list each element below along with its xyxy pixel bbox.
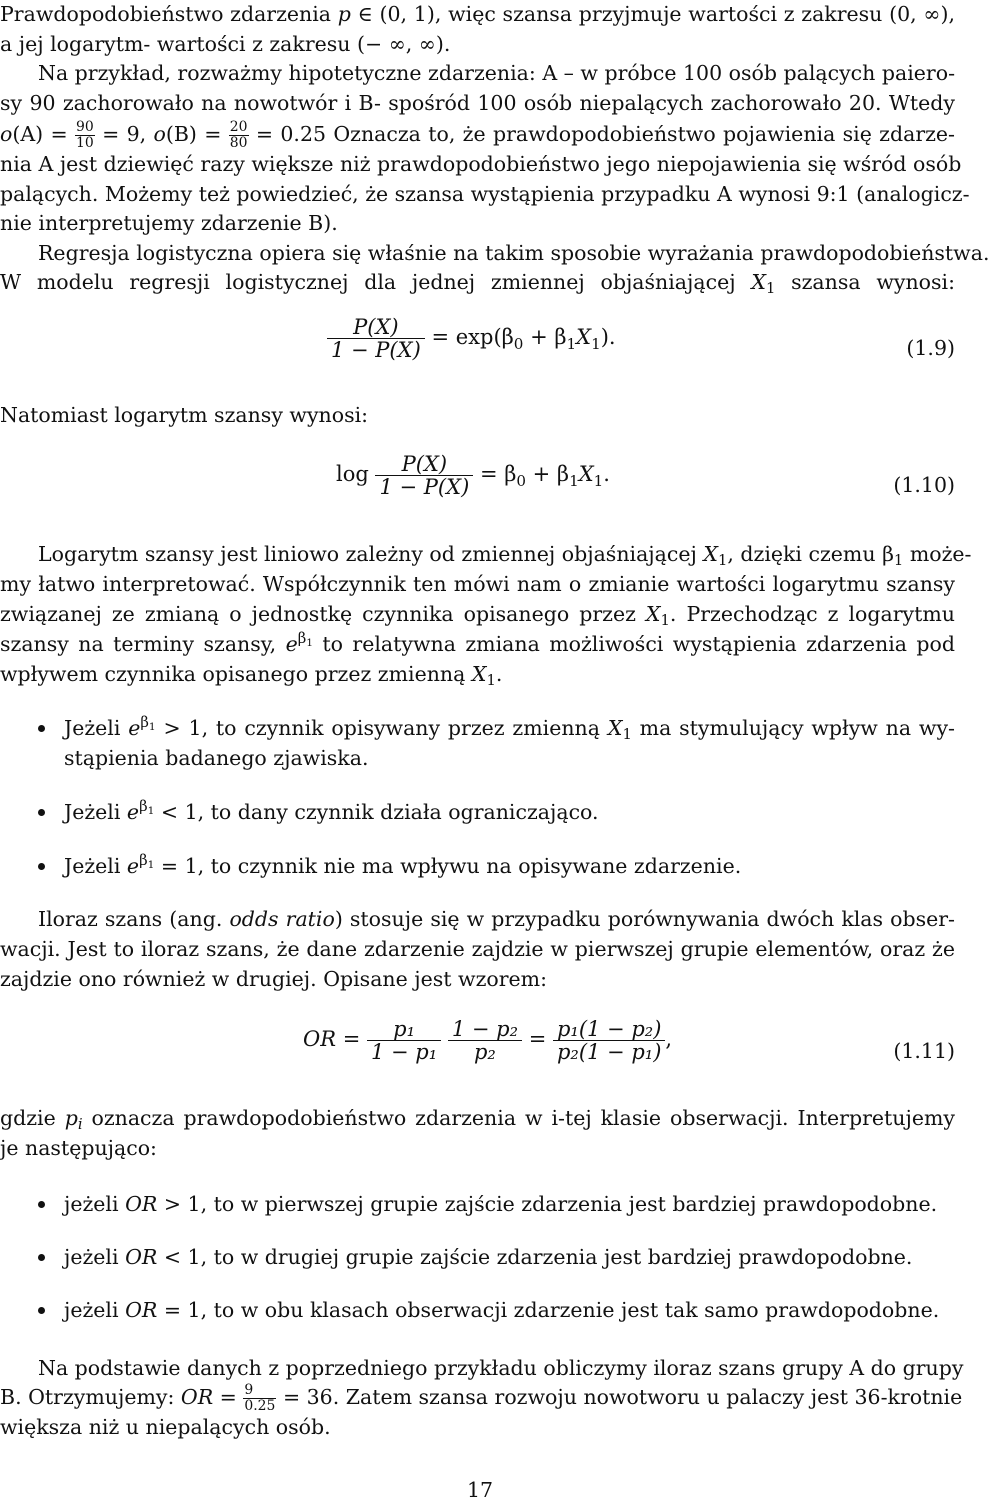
paragraph-line: Na przykład, rozważmy hipotetyczne zdarzenia: A – w próbce 100 osób palących paiero- (38, 61, 955, 85)
paragraph-line: a jej logarytm- wartości z zakresu (− ∞, ∞). (0, 32, 451, 56)
paragraph-line: Logarytm szansy jest liniowo zależny od zmiennej objaśniającej $X_1$, dzięki czemu $\beta_1$ może- (38, 542, 972, 570)
paragraph-line: W modelu regresji logistycznej dla jednej zmiennej objaśniającej $X_1$ szansa wynosi: (0, 270, 955, 298)
paragraph-line: my łatwo interpretować. Współczynnik ten mówi nam o zmianie wartości logarytmu szansy (0, 572, 955, 596)
list-item: jeżeli OR > 1, to w pierwszej grupie zajście zdarzenia jest bardziej prawdopodobne. (64, 1192, 938, 1216)
bullet-icon (38, 1307, 45, 1314)
paragraph-line: Na podstawie danych z poprzedniego przykładu obliczymy iloraz szans grupy A do grupy (38, 1356, 964, 1380)
equation-label: (1.9) (906, 336, 955, 360)
paragraph-line: Prawdopodobieństwo zdarzenia p ∈ (0, 1), więc szansa przyjmuje wartości z zakresu (0, ∞), (0, 2, 955, 26)
fraction-90-10: $\frac{90}{10}$ (76, 119, 94, 151)
equation-fraction: $\frac{\text{p₁}}{\text{1 − p₁}}$ (367, 1018, 441, 1063)
paragraph-line: Natomiast logarytm szansy wynosi: (0, 403, 369, 427)
equation-fraction: $\frac{P(X)}{1 - P(X)}$ (375, 453, 473, 498)
bullet-icon (38, 1254, 45, 1261)
bullet-icon (38, 725, 45, 732)
bullet-icon (38, 809, 45, 816)
list-item: Jeżeli $e^{\beta_1} > 1$, to czynnik opisywany przez zmienną $X_1$ ma stymulujący wpływ na wy- (64, 713, 955, 744)
list-item: jeżeli OR = 1, to w obu klasach obserwacji zdarzenie jest tak samo prawdopodobne. (64, 1298, 940, 1322)
paragraph-line: związanej ze zmianą o jednostkę czynnika opisanego przez $X_1$. Przechodząc z logarytmu (0, 602, 955, 630)
paragraph-line-odds: o(A) = $\frac{90}{10}$ = 9, o(B) = $\frac{20}{80}$ = 0.25 Oznacza to, że prawdopodobieństwo pojawienia się zdarze- (0, 119, 955, 151)
equation-label: (1.10) (893, 473, 955, 497)
list-item-continuation: stąpienia badanego zjawiska. (64, 746, 369, 770)
equation-fraction: $\frac{P(X)}{1 - P(X)}$ (327, 316, 425, 361)
paragraph-line: wpływem czynnika opisanego przez zmienną $X_1$. (0, 662, 503, 690)
paragraph-line: sy 90 zachorowało na nowotwór i B- spośród 100 osób niepalących zachorowało 20. Wtedy (0, 91, 955, 115)
equation-fraction: $\frac{\text{1 − p₂}}{\text{p₂}}$ (448, 1018, 522, 1063)
equation-fraction: $\frac{\text{p₁(1 − p₂)}}{\text{p₂(1 − p₁)}}$ (553, 1018, 665, 1063)
paragraph-line: zajdzie ono również w drugiej. Opisane jest wzorem: (0, 967, 548, 991)
paragraph-line: nie interpretujemy zdarzenie B). (0, 211, 338, 235)
equation-1-11: OR = $\frac{\text{p₁}}{\text{1 − p₁}}$ $\frac{\text{1 − p₂}}{\text{p₂}}$ = $\frac{\text{p₁(1 − p₂)}}{\text{p₂(1 − p₁)}}$ , (303, 1017, 673, 1065)
paragraph-line: Regresja logistyczna opiera się właśnie na takim sposobie wyrażania prawdopodobieństwa. (38, 241, 989, 265)
equation-1-9: $\frac{P(X)}{1 - P(X)}$ = $\exp(\beta_0 + \beta_1X_1)$. (327, 316, 616, 361)
equation-label: (1.11) (893, 1039, 955, 1063)
equation-1-10: log $\frac{P(X)}{1 - P(X)}$ = $\beta_0 + \beta_1X_1$. (336, 452, 610, 500)
paragraph-line: wacji. Jest to iloraz szans, że dane zdarzenie zajdzie w pierwszej grupie elementów, oraz że (0, 937, 955, 961)
bullet-icon (38, 863, 45, 870)
paragraph-line: je następująco: (0, 1136, 157, 1160)
paragraph-line: większa niż u niepalących osób. (0, 1415, 331, 1439)
paragraph-line: Iloraz szans (ang. odds ratio) stosuje się w przypadku porównywania dwóch klas obser- (38, 907, 955, 931)
paragraph-line: B. Otrzymujemy: OR = $\frac{9}{0.25}$ = 36. Zatem szansa rozwoju nowotworu u palaczy jest 36-krotnie (0, 1382, 963, 1414)
fraction-9-025: $\frac{9}{0.25}$ (244, 1382, 276, 1414)
paragraph-line: palących. Możemy też powiedzieć, że szansa wystąpienia przypadku A wynosi 9:1 (analogicz- (0, 182, 970, 206)
list-item: Jeżeli $e^{\beta_1} = 1$, to czynnik nie ma wpływu na opisywane zdarzenie. (64, 851, 742, 878)
page-number: 17 (466, 1478, 494, 1502)
paragraph-line: gdzie $p_i$ oznacza prawdopodobieństwo zdarzenia w i-tej klasie obserwacji. Interpretujemy (0, 1106, 955, 1134)
list-item: Jeżeli $e^{\beta_1} < 1$, to dany czynnik działa ograniczająco. (64, 797, 599, 824)
fraction-20-80: $\frac{20}{80}$ (229, 119, 248, 151)
paragraph-line: szansy na terminy szansy, $e^{\beta_1}$ to relatywna zmiana możliwości wystąpienia zdarzenia pod (0, 629, 955, 656)
bullet-icon (38, 1201, 45, 1208)
paragraph-line: nia A jest dziewięć razy większe niż prawdopodobieństwo jego niepojawienia się wśród osób (0, 152, 962, 176)
list-item: jeżeli OR < 1, to w drugiej grupie zajście zdarzenia jest bardziej prawdopodobne. (64, 1245, 913, 1269)
